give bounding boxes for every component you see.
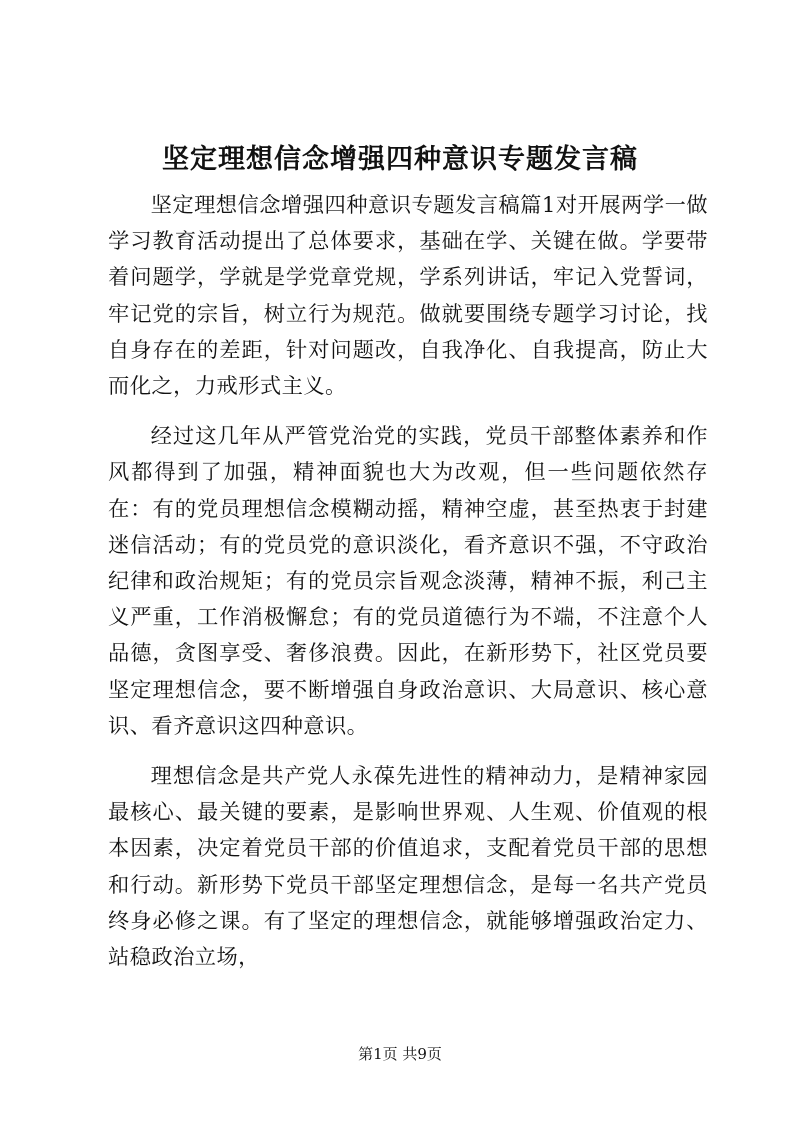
page-number-footer: 第1页 共9页: [358, 1045, 442, 1063]
document-title: 坚定理想信念增强四种意识专题发言稿: [162, 144, 638, 175]
document-body: [108, 188, 708, 976]
paragraph-2: 经过这几年从严管党治党的实践，党员干部整体素养和作风都得到了加强，精神面貌也大为改观，但一些问题依然存在：有的党员理想信念模糊动摇，精神空虚，甚至热衷于封建迷信活动；有的党员党的意识淡化，看齐意识不强，不守政治纪律和政治规矩；有的党员宗旨观念淡薄，精神不振，利己主义严重，工作消极懈怠；有的党员道德行为不端，不注意个人品德，贪图享受、奢侈浪费。因此，在新形势下，社区党员要坚定理想信念，要不断增强自身政治意识、大局意识、核心意识、看齐意识这四种意识。: [108, 424, 708, 739]
paragraph-1: 坚定理想信念增强四种意识专题发言稿篇1对开展两学一做学习教育活动提出了总体要求，基础在学、关键在做。学要带着问题学，学就是学党章党规，学系列讲话，牢记入党誓词，牢记党的宗旨，树立行为规范。做就要围绕专题学习讨论，找自身存在的差距，针对问题改，自我净化、自我提高，防止大而化之，力戒形式主义。: [108, 193, 708, 400]
paragraph-3: 理想信念是共产党人永葆先进性的精神动力，是精神家园最核心、最关键的要素，是影响世界观、人生观、价值观的根本因素，决定着党员干部的价值追求，支配着党员干部的思想和行动。新形势下党员干部坚定理想信念，是每一名共产党员终身必修之课。有了坚定的理想信念，就能够增强政治定力、站稳政治立场，: [108, 764, 708, 971]
